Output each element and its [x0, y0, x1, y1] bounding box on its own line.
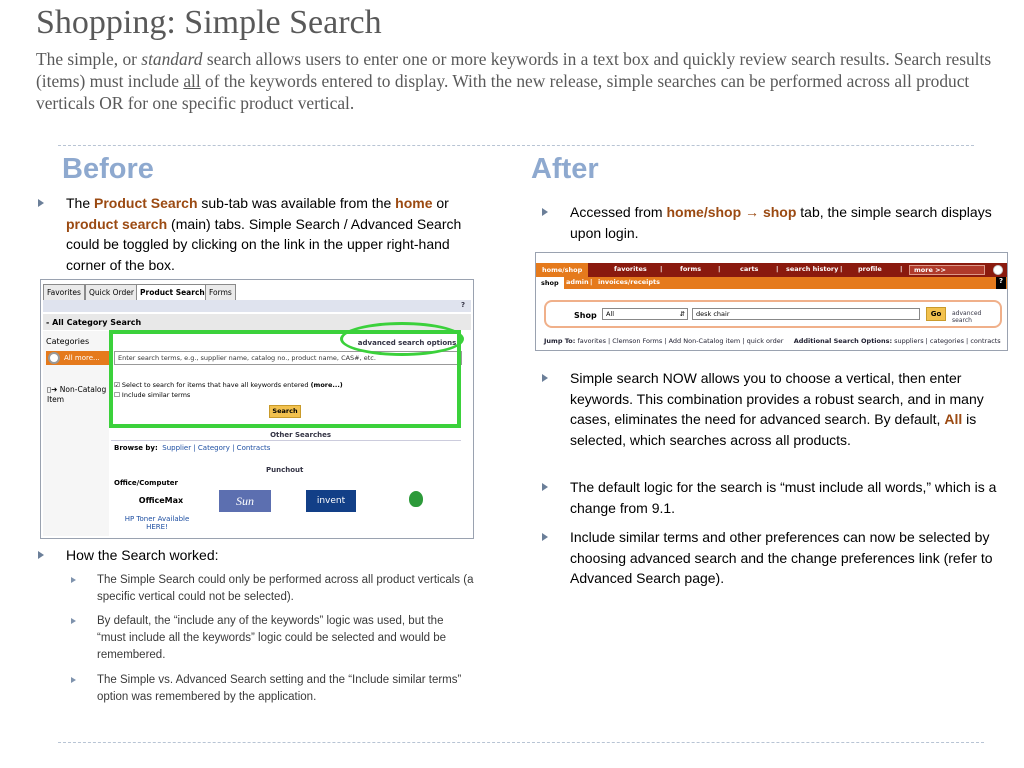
intro-text-2: search allows users to enter one or more keywords in a text box and quickly review search results. Search results (items) must include — [36, 49, 992, 91]
before-sub-bullet-2 — [97, 613, 475, 664]
before-heading: Before — [62, 153, 154, 185]
more-link[interactable]: (more...) — [310, 381, 343, 389]
highlight-product-search-tab: product search — [66, 215, 168, 232]
more-link[interactable]: more... — [74, 354, 100, 362]
jump-to-bar — [544, 337, 1001, 345]
help-icon[interactable]: ? — [996, 277, 1006, 289]
advanced-search-link[interactable]: advanced search options. — [357, 339, 459, 347]
checkbox-label: Include similar terms — [121, 391, 191, 399]
all-keywords-checkbox[interactable]: ☑ Select to search for items that have all keywords entered (more...) — [114, 381, 343, 389]
text: sub-tab was available from the — [197, 195, 396, 211]
chevron-down-icon: ⇵ — [679, 310, 685, 318]
sub-nav — [536, 277, 1008, 289]
after-bullet-3 — [570, 477, 1000, 518]
after-screenshot — [535, 252, 1008, 351]
more-dropdown[interactable]: more >> — [909, 265, 985, 275]
non-catalog-label: Non-Catalog Item — [47, 385, 107, 404]
highlight-home: home — [395, 195, 433, 211]
text: Include similar terms and other preferences can now be selected by choosing advanced search and the change preferences link (refer to Advanced Search page). — [570, 529, 993, 586]
before-bullet-1 — [66, 193, 486, 275]
text: The Simple vs. Advanced Search setting and the “Include similar terms” option was remembered by the application. — [97, 674, 462, 703]
nav-favorites[interactable]: favorites — [614, 265, 647, 273]
search-button[interactable]: Search — [269, 405, 301, 418]
text: or — [432, 195, 449, 211]
non-catalog-item[interactable]: ▯➜ Non-Catalog Item — [47, 385, 107, 404]
highlight-oval — [340, 322, 464, 356]
text: How the Search worked: — [66, 547, 219, 563]
text: The — [66, 195, 95, 211]
shop-search-box — [544, 300, 1002, 328]
tab-favorites[interactable]: Favorites — [43, 284, 85, 300]
bottom-divider — [58, 742, 984, 743]
category-all[interactable] — [46, 351, 110, 365]
shop-label: Shop — [574, 311, 597, 320]
search-icon — [48, 352, 60, 364]
vertical-select[interactable] — [602, 308, 688, 320]
bullet-arrow-icon — [542, 533, 548, 541]
intro-underline: all — [183, 71, 201, 91]
all-label: All — [64, 354, 73, 362]
bullet-arrow-icon — [71, 577, 76, 583]
subtab-admin[interactable]: admin — [566, 278, 589, 286]
punchout-heading: Punchout — [266, 466, 304, 474]
bullet-arrow-icon — [71, 677, 76, 683]
highlight-product-search: Product Search — [94, 195, 198, 211]
bullet-arrow-icon — [38, 199, 44, 207]
sun-logo[interactable]: Sun — [219, 490, 271, 512]
checkbox-label: Select to search for items that have all keywords entered — [121, 381, 309, 389]
office-computer-heading: Office/Computer — [114, 479, 178, 487]
after-heading: After — [531, 153, 599, 185]
hp-logo[interactable]: invent — [306, 490, 356, 512]
search-input[interactable]: desk chair — [692, 308, 920, 320]
text: tab, the simple search displays upon login. — [570, 204, 992, 241]
text: The Simple Search could only be performed across all product verticals (a specific vertical could not be selected). — [97, 574, 474, 603]
bullet-arrow-icon — [542, 483, 548, 491]
go-button[interactable]: Go — [926, 307, 946, 321]
additional-options-links[interactable]: suppliers | categories | contracts — [894, 337, 1001, 345]
nav-forms[interactable]: forms — [680, 265, 702, 273]
main-nav — [536, 263, 1008, 277]
user-icon[interactable] — [993, 265, 1003, 275]
toolbar — [43, 300, 471, 312]
bullet-arrow-icon — [542, 208, 548, 216]
highlight-all: All — [944, 411, 963, 427]
select-value: All — [606, 310, 615, 318]
help-icon[interactable]: ? — [460, 301, 465, 309]
nav-separator: | — [660, 265, 663, 273]
text: (main) tabs. Simple Search / Advanced Search could be toggled by clicking on the link in the upper right-hand corner of the box. — [66, 215, 462, 273]
tab-product-search[interactable]: Product Search — [136, 284, 209, 301]
category-sidebar — [43, 331, 109, 536]
nav-profile[interactable]: profile — [858, 265, 882, 273]
all-category-header: - All Category Search — [43, 314, 471, 330]
top-divider — [58, 145, 974, 146]
tab-quick-order[interactable]: Quick Order — [85, 284, 138, 300]
before-bullet-2 — [66, 545, 486, 566]
text: By default, the “include any of the keywords” logic was used, but the “must include all the keywords” logic could be selected and would be remembered. — [97, 615, 447, 661]
jump-to-label: Jump To: — [544, 337, 576, 345]
jump-to-links[interactable]: favorites | Clemson Forms | Add Non-Catalog item | quick order — [577, 337, 784, 345]
after-bullet-4 — [570, 527, 1000, 589]
text: is selected, which searches across all products. — [570, 411, 977, 448]
subtab-invoices-receipts[interactable]: invoices/receipts — [598, 278, 661, 286]
apple-logo-icon[interactable] — [409, 491, 423, 507]
nav-separator: | — [900, 265, 903, 273]
subtab-separator: | — [590, 278, 593, 286]
page-title: Shopping: Simple Search — [36, 4, 382, 41]
after-bullet-2 — [570, 368, 1000, 450]
highlight-shop: shop — [762, 204, 797, 220]
before-sub-bullet-1 — [97, 572, 475, 606]
text: The default logic for the search is “must include all words,” which is a change from 9.1. — [570, 479, 997, 516]
bullet-arrow-icon — [71, 618, 76, 624]
nav-separator: | — [718, 265, 721, 273]
nav-search-history[interactable]: search history — [786, 265, 839, 273]
highlight-home-shop: home/shop — [666, 204, 742, 220]
officemax-logo[interactable]: OfficeMax — [138, 496, 184, 505]
categories-label: Categories — [46, 337, 90, 346]
text: Accessed from — [570, 204, 667, 220]
right-arrow-icon: → — [741, 204, 763, 220]
tab-forms[interactable]: Forms — [205, 284, 236, 300]
nav-home-shop[interactable]: home/shop — [536, 263, 588, 277]
nav-carts[interactable]: carts — [740, 265, 759, 273]
similar-terms-checkbox[interactable]: ☐ Include similar terms — [114, 391, 191, 399]
intro-emphasis: standard — [141, 49, 203, 69]
intro-text-1: The simple, or — [36, 49, 142, 69]
hp-toner-link[interactable]: HP Toner Available HERE! — [124, 515, 190, 531]
bullet-arrow-icon — [542, 374, 548, 382]
bullet-arrow-icon — [38, 551, 44, 559]
advanced-search-link[interactable]: advanced search — [952, 310, 982, 324]
text: Simple search NOW allows you to choose a vertical, then enter keywords. This combination provides a robust search, and in many cases, eliminates the need for advanced search. By default, — [570, 370, 984, 427]
subtab-shop[interactable]: shop — [536, 277, 564, 289]
browse-links[interactable]: Supplier | Category | Contracts — [162, 444, 271, 452]
intro-paragraph — [36, 48, 996, 114]
nav-separator: | — [840, 265, 843, 273]
nav-separator: | — [776, 265, 779, 273]
before-sub-bullet-3 — [97, 672, 475, 706]
browse-by — [114, 444, 270, 452]
search-input[interactable]: Enter search terms, e.g., supplier name, catalog no., product name, CAS#, etc. — [114, 351, 462, 365]
additional-options-label: Additional Search Options: — [793, 337, 893, 345]
other-searches-heading: Other Searches — [111, 431, 461, 441]
after-bullet-1 — [570, 202, 1000, 243]
browse-label: Browse by: — [114, 444, 158, 452]
intro-text-3: of the keywords entered to display. With the new release, simple searches can be performed across all product verticals OR for one specific product vertical. — [36, 71, 970, 113]
